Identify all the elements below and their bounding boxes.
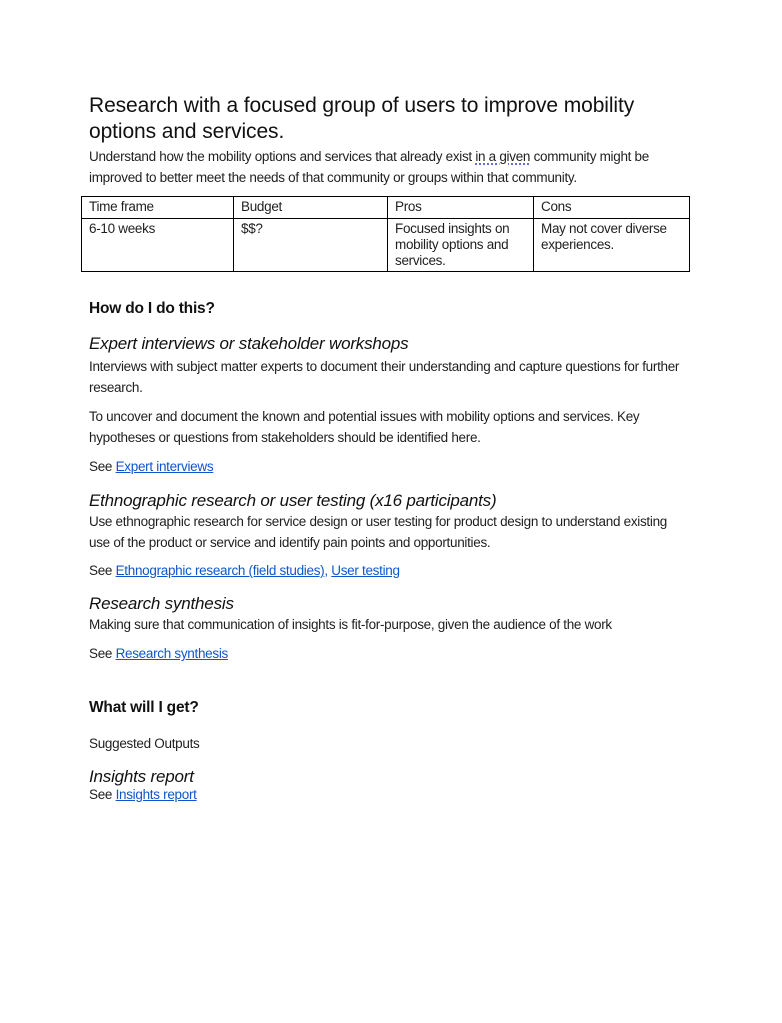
- see-prefix: See: [89, 787, 113, 802]
- subheading-ethnographic-research: Ethnographic research or user testing (x16 participants): [89, 491, 497, 510]
- overview-table-data-row: [82, 219, 690, 272]
- subheading-insights-report: Insights report: [89, 767, 194, 786]
- intro-paragraph: [89, 146, 690, 188]
- subheading-expert-interviews: Expert interviews or stakeholder workshops: [89, 334, 409, 353]
- cell-budget: $$?: [234, 219, 388, 272]
- cell-cons: May not cover diverse experiences.: [534, 219, 690, 272]
- subheading-research-synthesis: Research synthesis: [89, 594, 234, 613]
- ethnographic-paragraph: Use ethnographic research for service design or user testing for product design to understand existing use of the product or service and identify pain points and opportunities.: [89, 514, 667, 550]
- expert-paragraph-1: Interviews with subject matter experts to document their understanding and capture questions for further research.: [89, 359, 680, 395]
- see-prefix: See: [89, 563, 113, 578]
- suggested-outputs-label: Suggested Outputs: [89, 736, 200, 751]
- cell-pros: Focused insights on mobility options and services.: [388, 219, 534, 272]
- link-expert-interviews[interactable]: Expert interviews: [115, 459, 214, 474]
- link-ethnographic-research[interactable]: Ethnographic research (field studies): [115, 563, 325, 578]
- heading-what-will-i-get: What will I get?: [89, 699, 199, 716]
- intro-text-after: community might be improved to better meet the needs of that community or groups within that community.: [89, 149, 649, 185]
- link-research-synthesis[interactable]: Research synthesis: [115, 646, 228, 661]
- see-line-insights: [89, 786, 690, 803]
- see-prefix: See: [89, 459, 113, 474]
- link-user-testing[interactable]: User testing: [331, 563, 400, 578]
- header-cell-cons: Cons: [534, 197, 690, 219]
- grammar-flagged-phrase[interactable]: in a given: [475, 149, 531, 164]
- heading-how-do-i-do-this: How do I do this?: [89, 300, 215, 317]
- header-cell-pros: Pros: [388, 197, 534, 219]
- expert-paragraph-2: To uncover and document the known and potential issues with mobility options and services. Key hypotheses or questions from stakeholders should be identified here.: [89, 409, 640, 445]
- intro-text-before: Understand how the mobility options and services that already exist: [89, 149, 476, 164]
- see-line-expert: [89, 458, 690, 475]
- overview-table-header-row: [82, 197, 690, 219]
- see-line-synthesis: [89, 645, 690, 662]
- synthesis-paragraph: Making sure that communication of insights is fit-for-purpose, given the audience of the work: [89, 617, 612, 632]
- header-cell-budget: Budget: [234, 197, 388, 219]
- page-title: Research with a focused group of users to improve mobility options and services.: [89, 94, 635, 143]
- link-separator: ,: [324, 563, 328, 578]
- cell-time-frame: 6-10 weeks: [82, 219, 234, 272]
- see-prefix: See: [89, 646, 113, 661]
- document-content: [89, 93, 690, 803]
- link-insights-report[interactable]: Insights report: [115, 787, 197, 802]
- overview-table: [81, 196, 690, 272]
- header-cell-time-frame: Time frame: [82, 197, 234, 219]
- see-line-ethnographic: [89, 562, 690, 579]
